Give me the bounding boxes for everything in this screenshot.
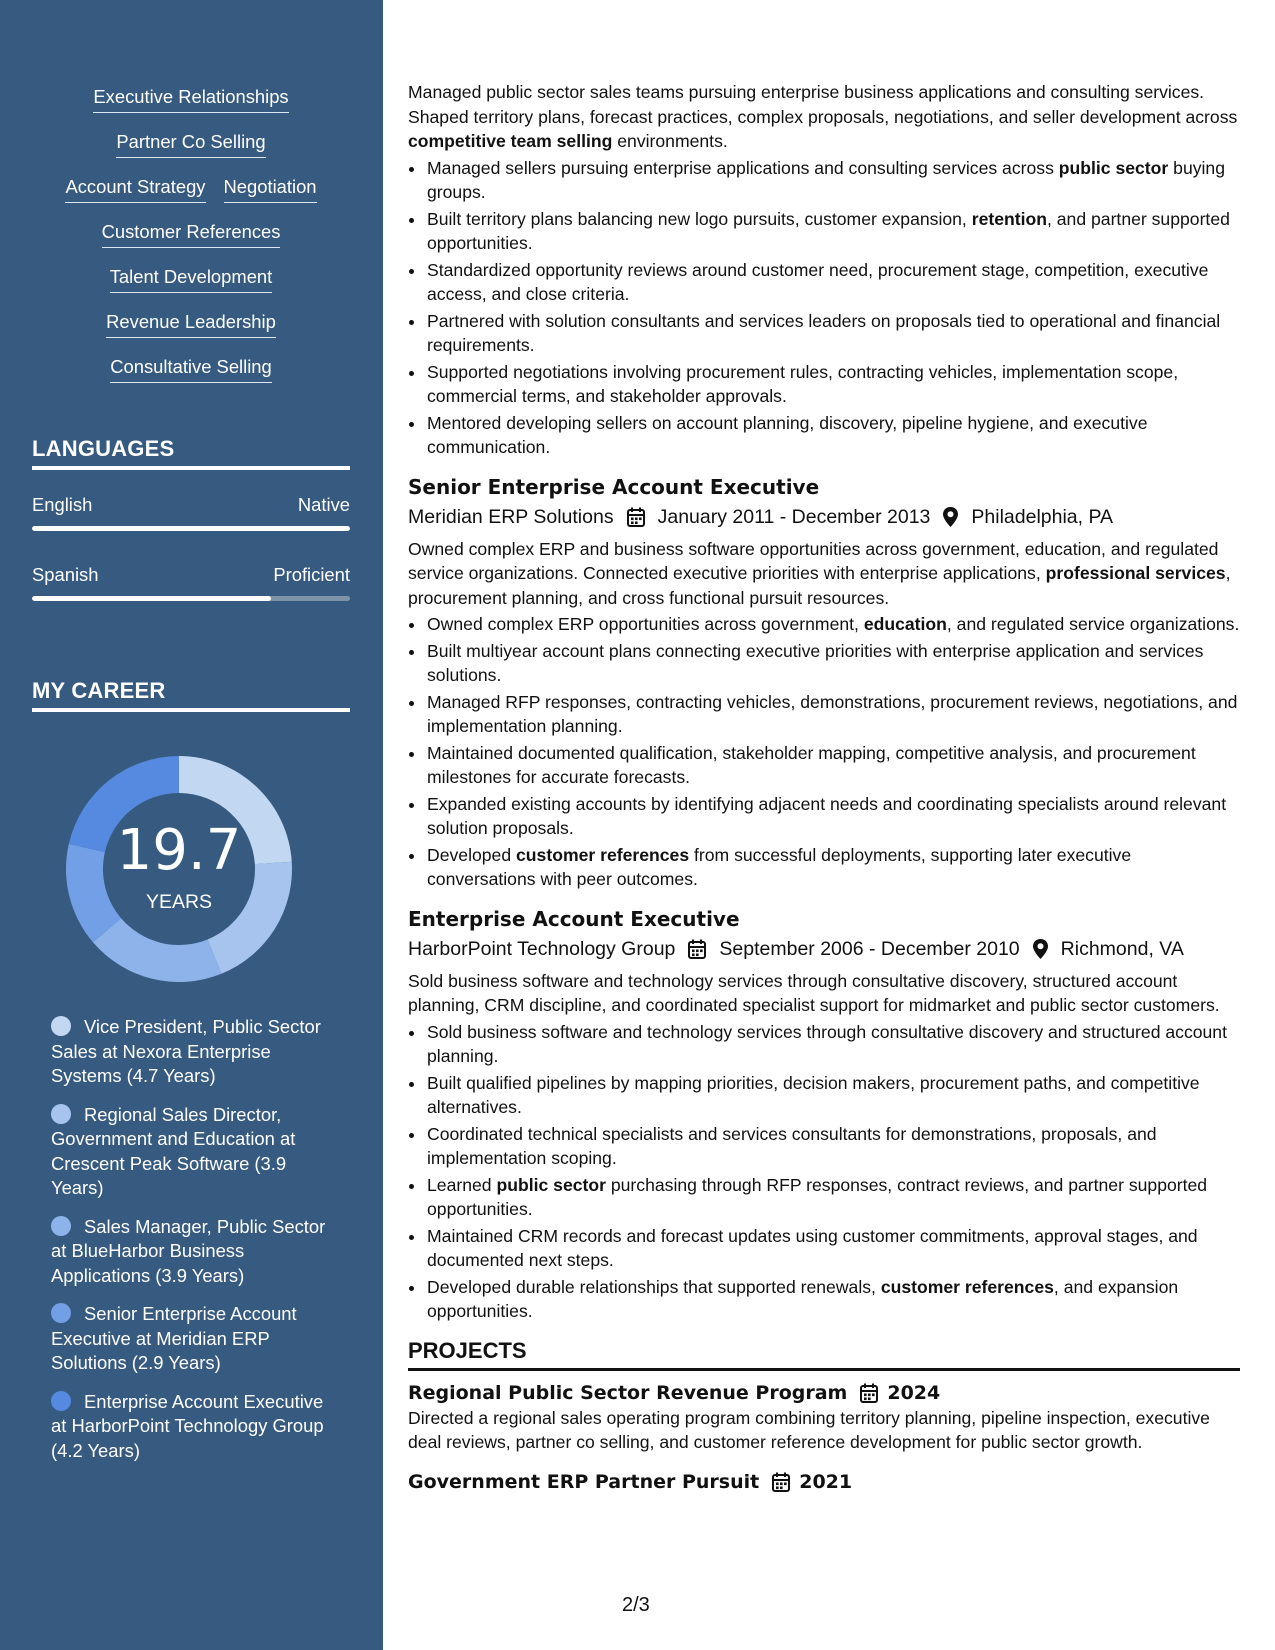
bullet-item — [426, 258, 1240, 307]
text-run: Built multiyear account plans connecting executive priorities with enterprise application and services solutions. — [427, 640, 1204, 685]
project-entry — [408, 1380, 1240, 1455]
text-run: , and partner supported opportunities. — [427, 208, 1230, 253]
text-run: Sold business software and technology services through consultative discovery and structured account planning. — [427, 1021, 1227, 1066]
location-pin-icon — [1032, 938, 1049, 960]
language-name: English — [32, 494, 93, 515]
project-title: Regional Public Sector Revenue Program — [408, 1381, 848, 1404]
job-location: Philadelphia, PA — [971, 505, 1114, 528]
bullet-item — [426, 1122, 1240, 1171]
language-english — [32, 494, 350, 531]
bullet-item — [426, 309, 1240, 358]
job-location: Richmond, VA — [1060, 937, 1184, 960]
intro-summary — [408, 80, 1240, 154]
skill-tag: Account Strategy — [65, 176, 205, 203]
sidebar — [0, 0, 383, 1650]
project-description: Directed a regional sales operating program combining territory planning, pipeline inspection, executive deal reviews, partner co selling, and customer reference development for public sector growth. — [408, 1407, 1210, 1452]
career-item-text: Enterprise Account Executive at HarborPoint Technology Group (4.2 Years) — [51, 1390, 324, 1461]
skills-list — [32, 86, 350, 401]
project-year: 2024 — [887, 1381, 941, 1404]
bullet-item — [426, 1020, 1240, 1069]
skill-row — [32, 356, 350, 401]
text-run: environments. — [612, 131, 728, 151]
location-pin-icon — [942, 506, 959, 528]
text-run: Expanded existing accounts by identifying adjacent needs and coordinating specialists around relevant solution proposals. — [427, 793, 1227, 838]
projects-list — [408, 1380, 1240, 1495]
skill-tag: Partner Co Selling — [116, 131, 265, 158]
language-level-bar — [32, 526, 350, 531]
text-run: Managed RFP responses, contracting vehicles, demonstrations, procurement reviews, negotiations, and implementation planning. — [427, 691, 1238, 736]
legend-dot-icon — [51, 1016, 71, 1036]
language-level: Proficient — [273, 564, 350, 585]
bullet-item — [426, 1224, 1240, 1273]
bold-text: retention — [971, 208, 1047, 229]
bold-text: public sector — [496, 1174, 606, 1195]
text-run: , and expansion opportunities. — [427, 1276, 1179, 1321]
project-title-row — [408, 1469, 1240, 1495]
text-run: Developed — [427, 844, 517, 865]
bullet-item — [426, 156, 1240, 205]
career-segment-3 — [93, 918, 221, 982]
career-item — [51, 1103, 341, 1201]
text-run: Mentored developing sellers on account planning, discovery, pipeline hygiene, and executive communication. — [427, 412, 1148, 457]
skill-row — [32, 311, 350, 356]
legend-dot-icon — [51, 1216, 71, 1236]
experience-entry — [408, 906, 1240, 1324]
skill-tag: Negotiation — [224, 176, 317, 203]
projects-heading: PROJECTS — [408, 1338, 1240, 1371]
bullet-item — [426, 690, 1240, 739]
bullet-item — [426, 792, 1240, 841]
job-title: Senior Enterprise Account Executive — [408, 474, 820, 499]
career-item — [51, 1390, 341, 1464]
text-run: Built territory plans balancing new logo pursuits, customer expansion, — [427, 208, 972, 229]
bullet-item — [426, 411, 1240, 460]
skill-tag: Executive Relationships — [93, 86, 288, 113]
text-run: Built qualified pipelines by mapping priorities, decision makers, procurement paths, and competitive alternatives. — [427, 1072, 1200, 1117]
text-run: Learned — [427, 1174, 497, 1195]
company-name: HarborPoint Technology Group — [408, 937, 676, 960]
skill-row — [32, 86, 350, 131]
main-content — [408, 0, 1240, 1650]
text-run: Supported negotiations involving procurement rules, contracting vehicles, implementation scope, commercial terms, and stakeholder approvals. — [427, 361, 1179, 406]
bold-text: professional services — [1045, 563, 1226, 583]
career-item-text: Sales Manager, Public Sector at BlueHarbor Business Applications (3.9 Years) — [51, 1215, 326, 1286]
text-run: , procurement planning, and cross functional pursuit resources. — [408, 563, 1231, 608]
text-run: Maintained CRM records and forecast updates using customer commitments, approval stages, and documented next steps. — [427, 1225, 1198, 1270]
job-summary — [408, 969, 1240, 1018]
career-item-text: Regional Sales Director, Government and Education at Crescent Peak Software (3.9 Years) — [51, 1103, 296, 1198]
text-run: from successful deployments, supporting later executive conversations with peer outcomes. — [427, 844, 1132, 889]
text-run: Standardized opportunity reviews around customer need, procurement stage, competition, executive access, and close criteria. — [427, 259, 1209, 304]
job-bullets — [408, 1020, 1240, 1324]
text-run: purchasing through RFP responses, contract reviews, and partner supported opportunities. — [427, 1174, 1208, 1219]
language-name: Spanish — [32, 564, 99, 585]
bullet-item — [426, 612, 1240, 637]
job-dates: January 2011 - December 2013 — [657, 505, 931, 528]
calendar-icon — [771, 1471, 791, 1493]
skill-row — [32, 221, 350, 266]
text-run: Developed durable relationships that supported renewals, — [427, 1276, 881, 1297]
text-run: Sold business software and technology services through consultative discovery, structured account planning, CRM discipline, and coordinated specialist support for midmarket and public sector customers. — [408, 970, 1220, 1015]
bullet-item — [426, 741, 1240, 790]
skill-row — [32, 266, 350, 311]
skill-tag: Customer References — [102, 221, 281, 248]
career-total-years: 19.7 — [116, 818, 242, 883]
text-run: , and regulated service organizations. — [946, 614, 1240, 634]
project-year: 2021 — [799, 1470, 853, 1493]
career-item-text: Vice President, Public Sector Sales at Nexora Enterprise Systems (4.7 Years) — [51, 1016, 321, 1086]
career-item — [51, 1215, 341, 1289]
text-run: buying groups. — [427, 157, 1225, 202]
text-run: Owned complex ERP opportunities across government, — [427, 614, 864, 634]
job-meta — [408, 936, 1240, 962]
bullet-item — [426, 360, 1240, 409]
text-run: Partnered with solution consultants and services leaders on proposals tied to operational and financial requirements. — [427, 310, 1221, 355]
text-run: Coordinated technical specialists and services consultants for demonstrations, proposals, and implementation scoping. — [427, 1123, 1157, 1168]
career-list — [51, 1015, 341, 1477]
career-heading: MY CAREER — [32, 678, 350, 712]
bullet-item — [426, 1173, 1240, 1222]
calendar-icon — [626, 506, 646, 528]
language-spanish — [32, 564, 350, 601]
bullet-item — [426, 639, 1240, 688]
bullet-item — [426, 1071, 1240, 1120]
project-title-row — [408, 1380, 1240, 1406]
experience-list — [408, 474, 1240, 1324]
text-run: Managed public sector sales teams pursuing enterprise business applications and consulting services. Shaped territory plans, forecast practices, complex proposals, negotiations, and seller development across — [408, 82, 1238, 127]
skill-row — [32, 131, 350, 176]
job-title: Enterprise Account Executive — [408, 906, 740, 931]
intro-bullets — [408, 156, 1240, 460]
language-level-bar — [32, 596, 350, 601]
calendar-icon — [687, 938, 707, 960]
legend-dot-icon — [51, 1391, 71, 1411]
bold-text: public sector — [1058, 157, 1169, 178]
career-total-unit: YEARS — [145, 891, 213, 913]
career-donut-chart — [64, 754, 294, 984]
project-entry — [408, 1469, 1240, 1495]
bold-text: customer references — [516, 844, 690, 865]
text-run: Owned complex ERP and business software opportunities across government, education, and regulated service organizations. Connected executive priorities with enterprise applications, — [408, 538, 1219, 583]
bold-text: customer references — [880, 1276, 1054, 1297]
text-run: Managed sellers pursuing enterprise applications and consulting services across — [427, 157, 1059, 178]
project-title: Government ERP Partner Pursuit — [408, 1470, 760, 1493]
career-item — [51, 1302, 341, 1376]
job-summary — [408, 537, 1240, 611]
language-level: Native — [297, 494, 350, 515]
job-dates: September 2006 - December 2010 — [719, 937, 1020, 960]
page-number: 2/3 — [622, 1594, 650, 1616]
career-item-text: Senior Enterprise Account Executive at Meridian ERP Solutions (2.9 Years) — [51, 1303, 297, 1373]
bullet-item — [426, 843, 1240, 892]
text-run: Maintained documented qualification, stakeholder mapping, competitive analysis, and procurement milestones for accurate forecasts. — [427, 742, 1196, 787]
bold-text: competitive team selling — [408, 131, 613, 151]
bold-text: education — [863, 614, 947, 634]
skill-row — [32, 176, 350, 221]
job-meta — [408, 504, 1240, 530]
job-bullets — [408, 612, 1240, 892]
bullet-item — [426, 207, 1240, 256]
legend-dot-icon — [51, 1104, 71, 1124]
legend-dot-icon — [51, 1303, 71, 1323]
bullet-item — [426, 1275, 1240, 1324]
calendar-icon — [859, 1382, 879, 1404]
career-item — [51, 1015, 341, 1089]
skill-tag: Revenue Leadership — [106, 311, 276, 338]
experience-entry — [408, 474, 1240, 892]
skill-tag: Talent Development — [110, 266, 273, 293]
languages-heading: LANGUAGES — [32, 436, 350, 470]
company-name: Meridian ERP Solutions — [408, 505, 614, 528]
skill-tag: Consultative Selling — [110, 356, 272, 383]
